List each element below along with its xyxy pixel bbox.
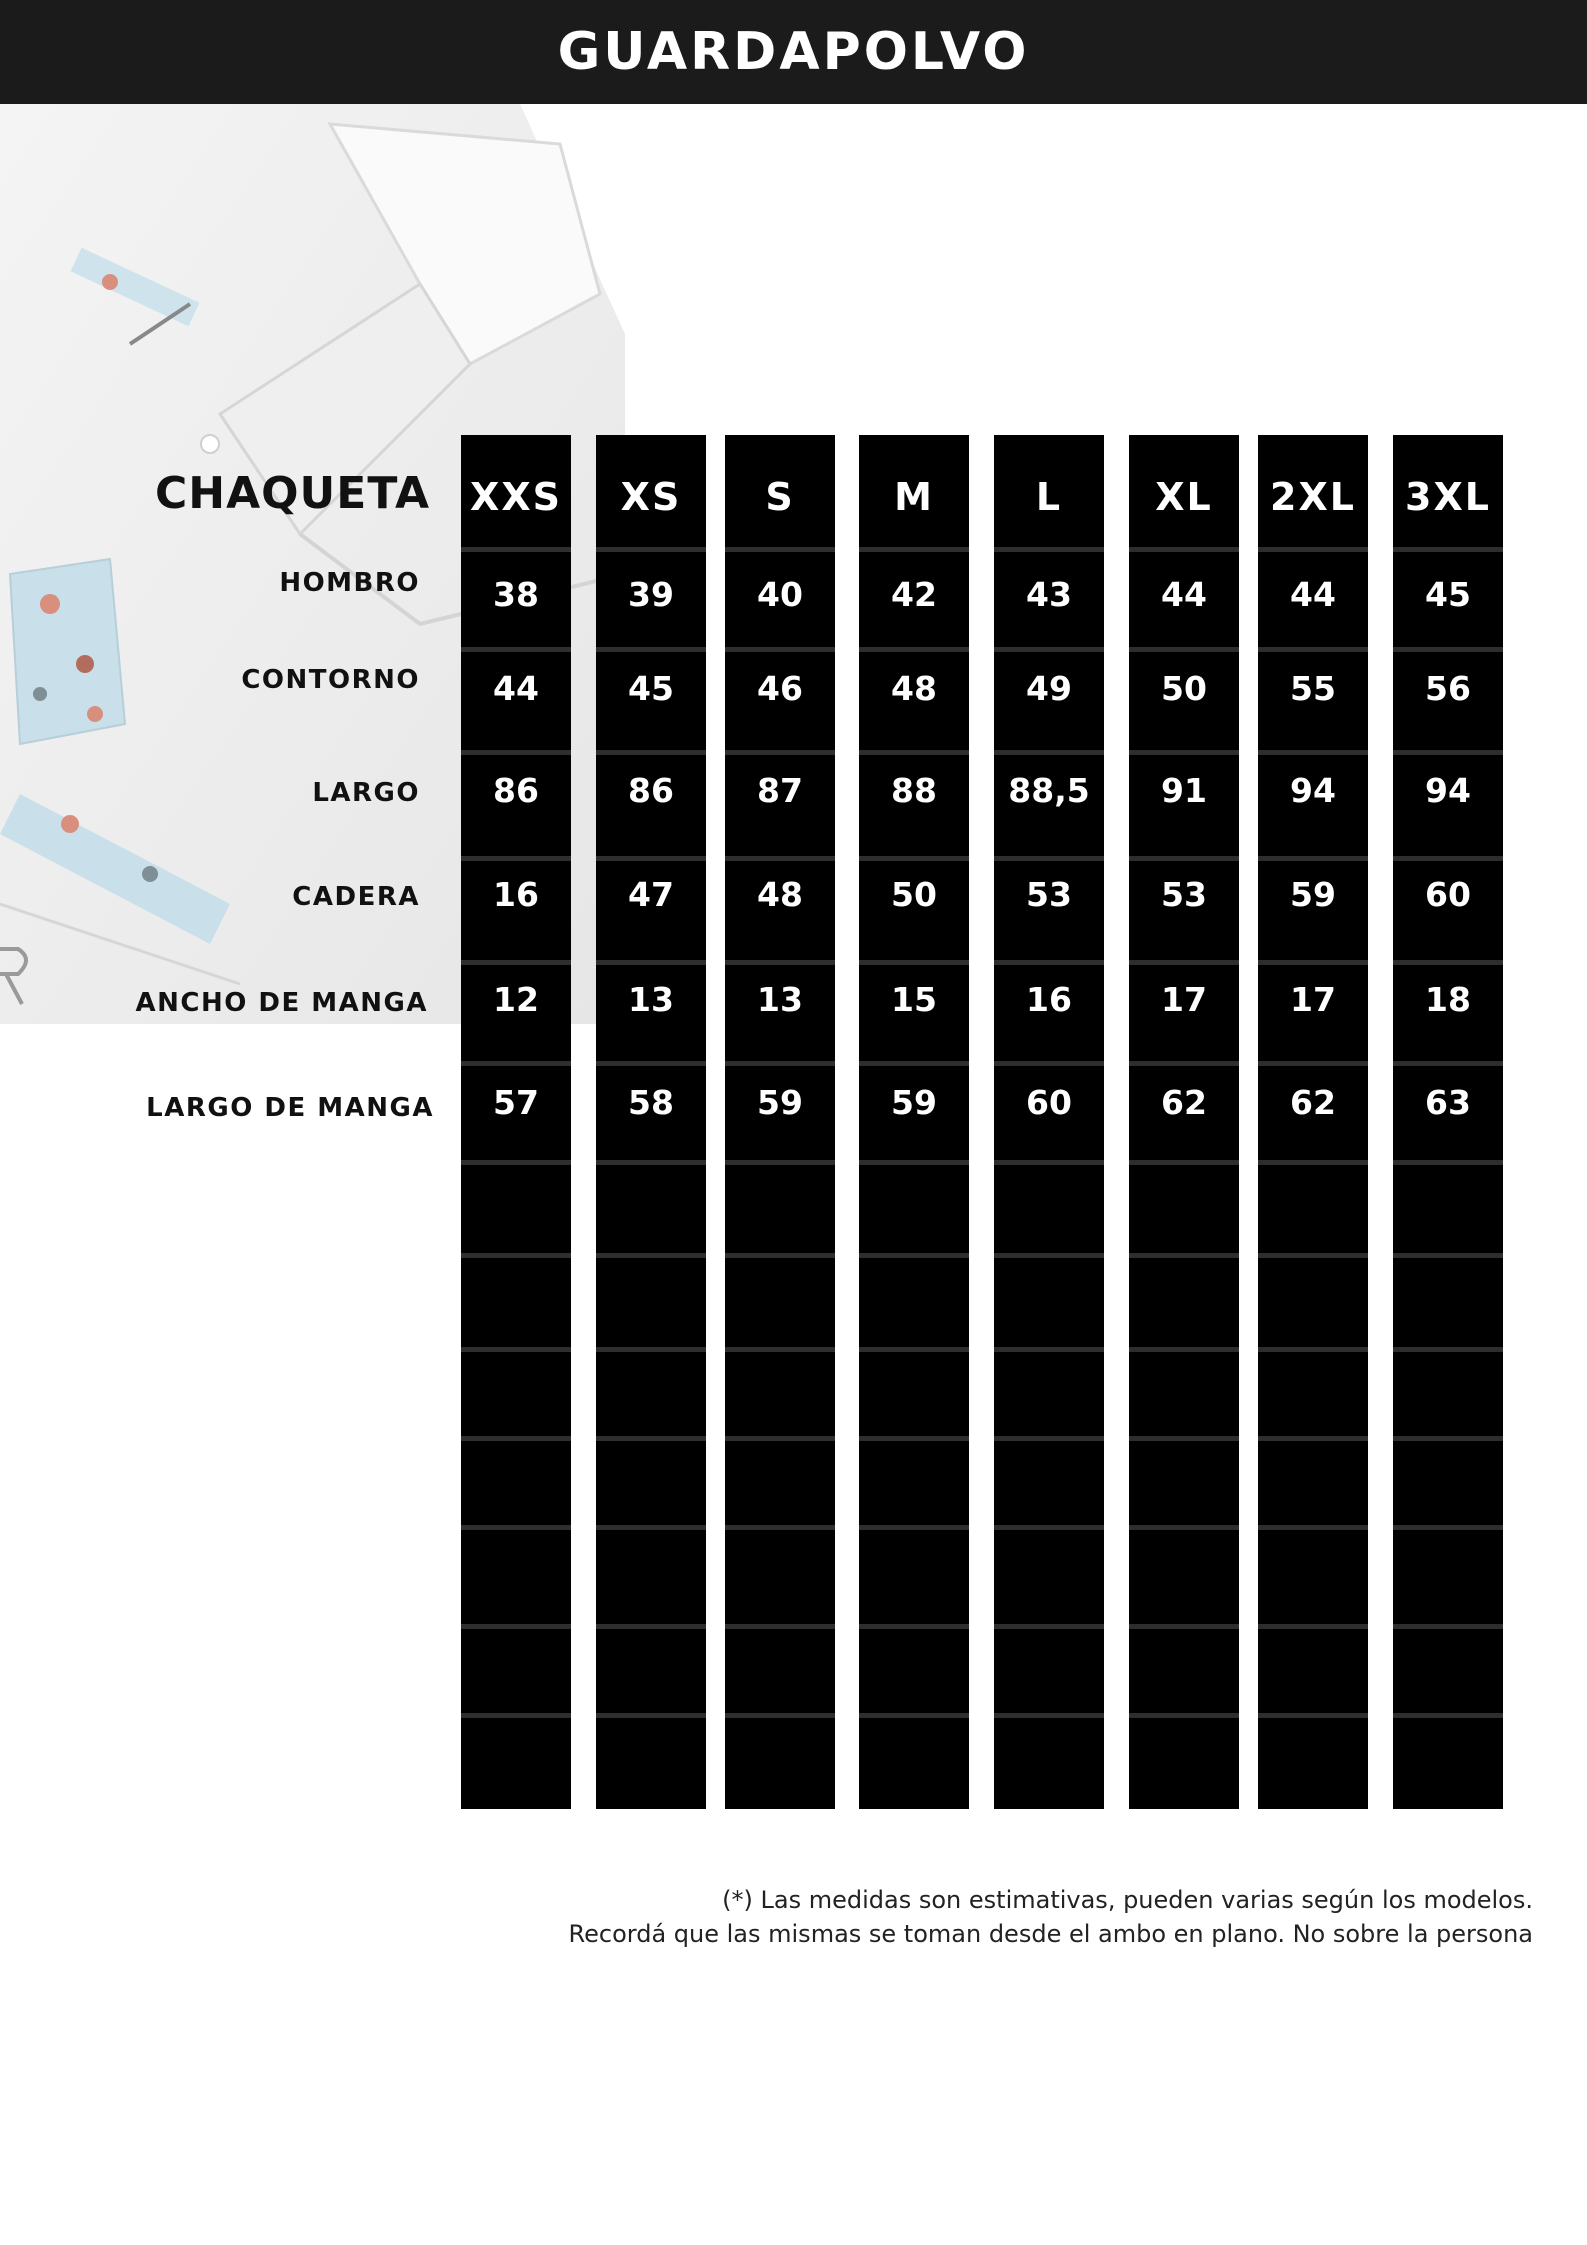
measure-cell: 88 (891, 771, 937, 810)
measure-cell: 16 (493, 875, 539, 914)
row-divider (725, 647, 835, 652)
measure-cell: 45 (628, 669, 674, 708)
row-divider (596, 547, 706, 552)
row-divider (859, 1713, 969, 1718)
row-divider (596, 647, 706, 652)
row-divider (1393, 1061, 1503, 1066)
row-divider (1393, 1525, 1503, 1530)
row-label-largo: LARGO (312, 778, 420, 808)
measure-cell: 86 (493, 771, 539, 810)
measure-cell: 49 (1026, 669, 1072, 708)
row-divider (596, 1347, 706, 1352)
measure-cell: 55 (1290, 669, 1336, 708)
measure-cell: 62 (1161, 1083, 1207, 1122)
row-divider (859, 1624, 969, 1629)
measure-cell: 50 (891, 875, 937, 914)
measure-cell: 86 (628, 771, 674, 810)
row-divider (1129, 1624, 1239, 1629)
size-header: XXS (470, 475, 562, 519)
row-divider (1129, 647, 1239, 652)
size-column-2xl (1258, 435, 1368, 1809)
size-header: L (1035, 475, 1063, 519)
footnote (569, 1883, 1533, 1951)
measure-cell: 17 (1161, 980, 1207, 1019)
row-divider (725, 1347, 835, 1352)
size-header: S (765, 475, 795, 519)
row-divider (859, 1061, 969, 1066)
row-divider (994, 960, 1104, 965)
measure-cell: 44 (1161, 575, 1207, 614)
row-divider (994, 1436, 1104, 1441)
row-divider (1393, 1624, 1503, 1629)
measure-cell: 42 (891, 575, 937, 614)
row-divider (1258, 1713, 1368, 1718)
row-divider (596, 1436, 706, 1441)
row-divider (859, 1436, 969, 1441)
measure-cell: 53 (1161, 875, 1207, 914)
row-divider (596, 1160, 706, 1165)
measure-cell: 94 (1425, 771, 1471, 810)
row-divider (994, 1525, 1104, 1530)
row-divider (1129, 960, 1239, 965)
measure-cell: 60 (1425, 875, 1471, 914)
page-header (0, 0, 1587, 104)
row-divider (1258, 1624, 1368, 1629)
row-divider (1258, 750, 1368, 755)
row-divider (596, 1061, 706, 1066)
size-column-xl (1129, 435, 1239, 1809)
row-divider (461, 1624, 571, 1629)
measure-cell: 50 (1161, 669, 1207, 708)
row-divider (725, 750, 835, 755)
row-divider (859, 1160, 969, 1165)
row-divider (994, 1347, 1104, 1352)
row-divider (1393, 1436, 1503, 1441)
measure-cell: 91 (1161, 771, 1207, 810)
row-divider (725, 1525, 835, 1530)
row-divider (1393, 1713, 1503, 1718)
row-divider (994, 1713, 1104, 1718)
row-divider (596, 960, 706, 965)
measure-cell: 58 (628, 1083, 674, 1122)
row-divider (461, 1061, 571, 1066)
row-divider (994, 1061, 1104, 1066)
row-divider (1129, 1160, 1239, 1165)
size-header: XS (620, 475, 682, 519)
row-divider (1393, 647, 1503, 652)
row-divider (1129, 1061, 1239, 1066)
row-divider (725, 1061, 835, 1066)
row-divider (1258, 1061, 1368, 1066)
row-label-largo-de-manga: LARGO DE MANGA (146, 1093, 434, 1123)
row-divider (1393, 960, 1503, 965)
row-divider (859, 856, 969, 861)
row-divider (461, 1525, 571, 1530)
row-divider (1129, 750, 1239, 755)
row-divider (725, 1253, 835, 1258)
row-divider (1393, 547, 1503, 552)
row-divider (725, 1624, 835, 1629)
row-divider (994, 750, 1104, 755)
row-divider (1258, 547, 1368, 552)
measure-cell: 16 (1026, 980, 1072, 1019)
row-divider (725, 856, 835, 861)
row-divider (859, 547, 969, 552)
measure-cell: 60 (1026, 1083, 1072, 1122)
row-divider (461, 750, 571, 755)
size-header: 3XL (1405, 475, 1491, 519)
row-divider (859, 750, 969, 755)
row-divider (461, 1347, 571, 1352)
measure-cell: 43 (1026, 575, 1072, 614)
row-divider (461, 960, 571, 965)
measure-cell: 59 (1290, 875, 1336, 914)
row-label-hombro: HOMBRO (279, 568, 420, 598)
measure-cell: 13 (757, 980, 803, 1019)
row-divider (1258, 1525, 1368, 1530)
row-divider (725, 1713, 835, 1718)
row-divider (461, 1253, 571, 1258)
row-divider (461, 547, 571, 552)
row-divider (1393, 1160, 1503, 1165)
size-column-xxs (461, 435, 571, 1809)
row-divider (859, 1347, 969, 1352)
footnote-line-2: Recordá que las mismas se toman desde el ambo en plano. No sobre la persona (568, 1920, 1533, 1948)
measure-cell: 15 (891, 980, 937, 1019)
row-divider (994, 1160, 1104, 1165)
row-divider (1258, 1436, 1368, 1441)
row-divider (994, 856, 1104, 861)
measure-cell: 44 (1290, 575, 1336, 614)
row-divider (596, 1253, 706, 1258)
row-divider (1258, 1160, 1368, 1165)
page-title: GUARDAPOLVO (557, 22, 1030, 82)
row-divider (994, 1624, 1104, 1629)
row-divider (1258, 1253, 1368, 1258)
row-divider (596, 1525, 706, 1530)
measure-cell: 39 (628, 575, 674, 614)
section-title: CHAQUETA (154, 468, 430, 519)
row-divider (1258, 856, 1368, 861)
measure-cell: 63 (1425, 1083, 1471, 1122)
measure-cell: 44 (493, 669, 539, 708)
measure-cell: 48 (757, 875, 803, 914)
row-divider (461, 1436, 571, 1441)
row-divider (1258, 647, 1368, 652)
row-divider (994, 1253, 1104, 1258)
size-column-s (725, 435, 835, 1809)
row-divider (1129, 1347, 1239, 1352)
row-divider (1129, 1713, 1239, 1718)
row-divider (1258, 960, 1368, 965)
footnote-line-1: (*) Las medidas son estimativas, pueden varias según los modelos. (722, 1886, 1533, 1914)
row-label-cadera: CADERA (292, 882, 420, 912)
size-column-xs (596, 435, 706, 1809)
row-divider (859, 960, 969, 965)
size-column-m (859, 435, 969, 1809)
row-divider (461, 1713, 571, 1718)
measure-cell: 18 (1425, 980, 1471, 1019)
row-divider (994, 647, 1104, 652)
measure-cell: 17 (1290, 980, 1336, 1019)
size-header: XL (1155, 475, 1213, 519)
measure-cell: 56 (1425, 669, 1471, 708)
row-divider (859, 647, 969, 652)
row-divider (725, 960, 835, 965)
row-divider (1393, 1253, 1503, 1258)
size-header: M (894, 475, 934, 519)
row-divider (1129, 1525, 1239, 1530)
row-divider (859, 1525, 969, 1530)
row-label-contorno: CONTORNO (241, 665, 420, 695)
row-divider (461, 856, 571, 861)
measure-cell: 57 (493, 1083, 539, 1122)
row-divider (1258, 1347, 1368, 1352)
measure-cell: 53 (1026, 875, 1072, 914)
measure-cell: 59 (891, 1083, 937, 1122)
row-divider (725, 1160, 835, 1165)
measure-cell: 59 (757, 1083, 803, 1122)
row-divider (596, 856, 706, 861)
measure-cell: 46 (757, 669, 803, 708)
measure-cell: 87 (757, 771, 803, 810)
row-divider (859, 1253, 969, 1258)
measure-cell: 45 (1425, 575, 1471, 614)
row-divider (596, 1713, 706, 1718)
measure-cell: 88,5 (1008, 771, 1090, 810)
row-divider (1129, 856, 1239, 861)
row-divider (461, 1160, 571, 1165)
measure-cell: 47 (628, 875, 674, 914)
size-column-3xl (1393, 435, 1503, 1809)
row-divider (1393, 1347, 1503, 1352)
row-divider (1393, 856, 1503, 861)
row-divider (1393, 750, 1503, 755)
row-divider (1129, 1436, 1239, 1441)
row-divider (725, 1436, 835, 1441)
measure-cell: 12 (493, 980, 539, 1019)
measure-cell: 62 (1290, 1083, 1336, 1122)
row-label-ancho-de-manga: ANCHO DE MANGA (135, 988, 428, 1018)
row-divider (596, 1624, 706, 1629)
row-divider (1129, 1253, 1239, 1258)
size-header: 2XL (1270, 475, 1356, 519)
size-column-l (994, 435, 1104, 1809)
row-divider (596, 750, 706, 755)
row-divider (994, 547, 1104, 552)
measure-cell: 13 (628, 980, 674, 1019)
row-divider (1129, 547, 1239, 552)
measure-cell: 48 (891, 669, 937, 708)
row-divider (725, 547, 835, 552)
measure-cell: 94 (1290, 771, 1336, 810)
row-divider (461, 647, 571, 652)
measure-cell: 40 (757, 575, 803, 614)
measure-cell: 38 (493, 575, 539, 614)
